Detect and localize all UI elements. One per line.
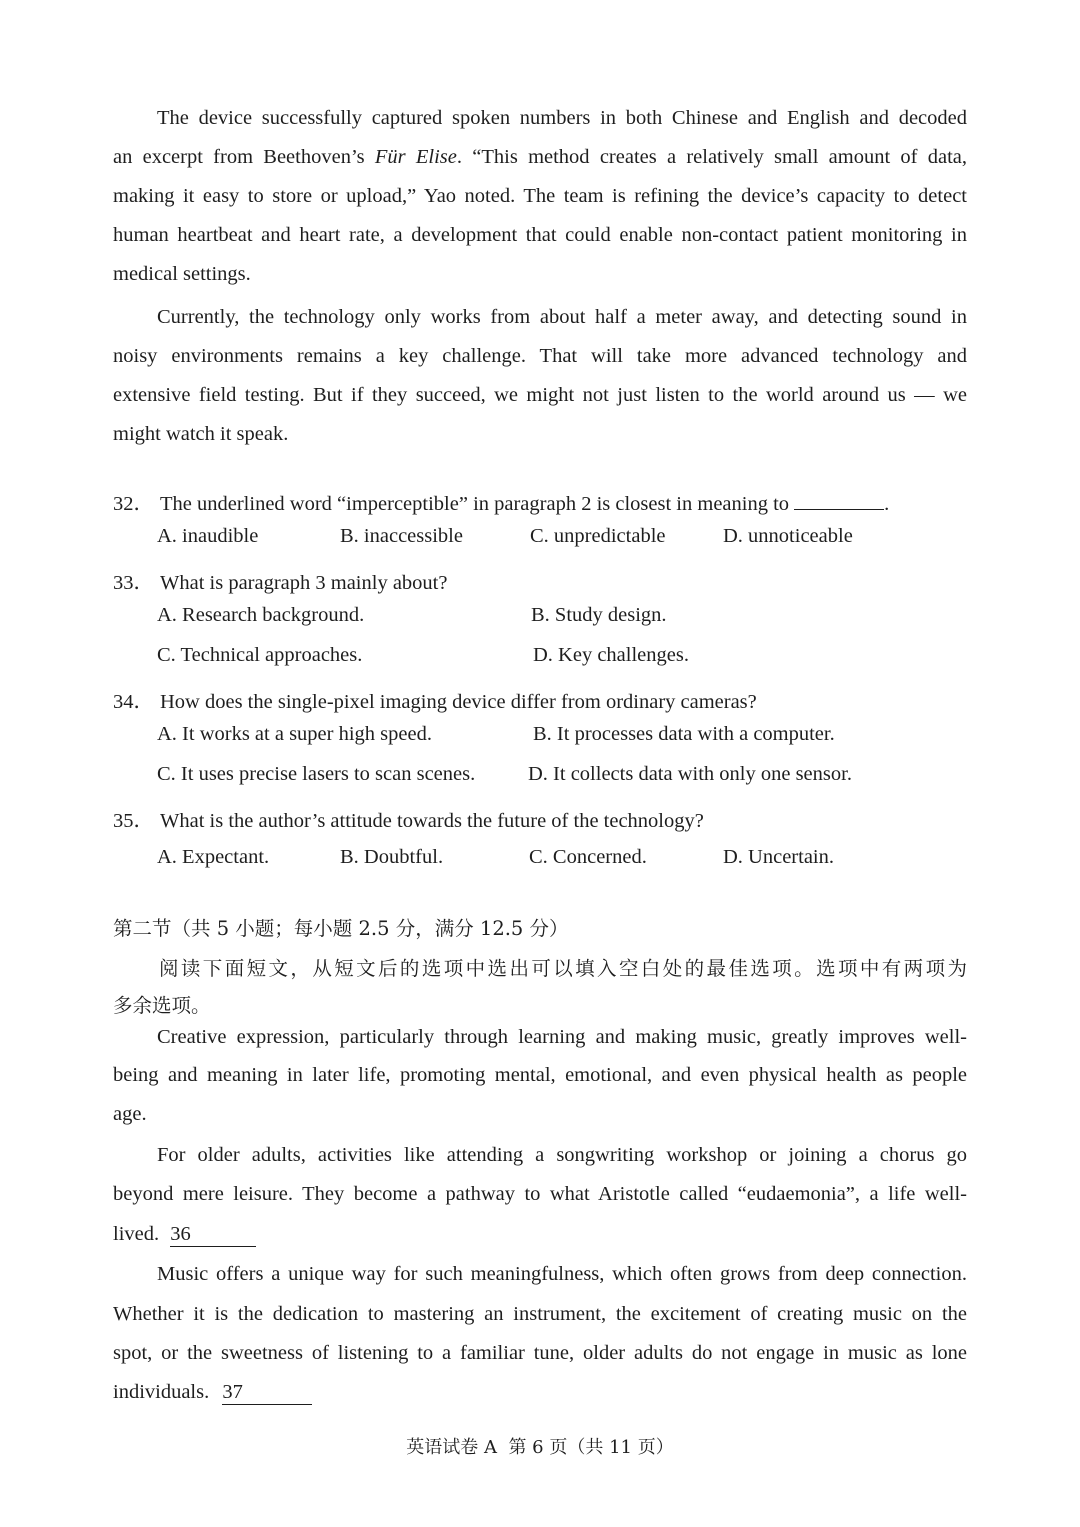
- song-title: Für Elise: [374, 146, 457, 168]
- question-34: [113, 684, 757, 714]
- text-line: might watch it speak.: [113, 423, 289, 445]
- text-line: Whether it is the dedication to mastering an instrument, the excitement of creating music on the: [113, 1303, 967, 1325]
- text-line: human heartbeat and heart rate, a development that could enable non-contact patient monitoring in: [113, 224, 967, 246]
- option-d[interactable]: D. Key challenges.: [533, 644, 689, 666]
- option-a[interactable]: A. Expectant.: [157, 846, 270, 868]
- question-32: 32． The underlined word “imperceptible” in paragraph 2 is closest in meaning to .: [113, 486, 889, 516]
- text-line: Creative expression, particularly through learning and making music, greatly improves well-: [157, 1026, 967, 1048]
- text-line: making it easy to store or upload,” Yao noted. The team is refining the device’s capacity to detect: [113, 185, 967, 207]
- text-line: The device successfully captured spoken numbers in both Chinese and English and decoded: [157, 107, 967, 129]
- text-line: age.: [113, 1103, 147, 1125]
- text-line: medical settings.: [113, 263, 251, 285]
- option-a[interactable]: A. Research background.: [157, 604, 365, 626]
- answer-blank[interactable]: [794, 495, 884, 510]
- question-number: 33．: [113, 572, 154, 594]
- option-c[interactable]: C. unpredictable: [530, 525, 666, 547]
- option-b[interactable]: B. Study design.: [531, 604, 667, 626]
- text-line: extensive field testing. But if they succeed, we might not just listen to the world around us — we: [113, 384, 967, 406]
- text-line: being and meaning in later life, promoting mental, emotional, and even physical health as people: [113, 1064, 967, 1086]
- option-d[interactable]: D. unnoticeable: [723, 525, 853, 547]
- question-number: 34．: [113, 691, 154, 713]
- option-c[interactable]: C. Technical approaches.: [157, 644, 363, 666]
- question-stem: How does the single-pixel imaging device differ from ordinary cameras?: [160, 691, 757, 713]
- option-b[interactable]: B. Doubtful.: [340, 846, 444, 868]
- question-number: 35．: [113, 810, 154, 832]
- text-line: an excerpt from Beethoven’s Für Elise. “This method creates a relatively small amount of data,: [113, 146, 967, 168]
- option-c[interactable]: C. It uses precise lasers to scan scenes.: [157, 763, 476, 785]
- option-a[interactable]: A. It works at a super high speed.: [157, 723, 432, 745]
- option-b[interactable]: B. It processes data with a computer.: [533, 723, 835, 745]
- text-line: 阅读下面短文，从短文后的选项中选出可以填入空白处的最佳选项。选项中有两项为: [159, 957, 967, 980]
- blank-37[interactable]: 37: [222, 1382, 312, 1405]
- question-number: 32．: [113, 493, 154, 515]
- text-line: For older adults, activities like attending a songwriting workshop or joining a chorus go: [157, 1144, 967, 1166]
- question-35: [113, 803, 704, 833]
- question-stem: What is the author’s attitude towards the future of the technology?: [160, 810, 704, 832]
- question-stem: What is paragraph 3 mainly about?: [160, 572, 448, 594]
- text-line: individuals. 37: [113, 1381, 967, 1405]
- question-33: [113, 565, 447, 595]
- option-b[interactable]: B. inaccessible: [340, 525, 463, 547]
- question-stem: The underlined word “imperceptible” in paragraph 2 is closest in meaning to: [160, 493, 790, 515]
- text-line: Music offers a unique way for such meaningfulness, which often grows from deep connection.: [157, 1263, 967, 1285]
- text-line: lived. 36: [113, 1223, 967, 1247]
- text-line: 多余选项。: [113, 994, 211, 1017]
- blank-36[interactable]: 36: [170, 1224, 256, 1247]
- text-line: Currently, the technology only works from about half a meter away, and detecting sound in: [157, 306, 967, 328]
- option-d[interactable]: D. It collects data with only one sensor.: [528, 763, 852, 785]
- option-c[interactable]: C. Concerned.: [529, 846, 647, 868]
- option-d[interactable]: D. Uncertain.: [723, 846, 834, 868]
- text-line: noisy environments remains a key challenge. That will take more advanced technology and: [113, 345, 967, 367]
- text-line: beyond mere leisure. They become a pathway to what Aristotle called “eudaemonia”, a life well-: [113, 1183, 967, 1205]
- option-a[interactable]: A. inaudible: [157, 525, 259, 547]
- page-footer: 英语试卷 A 第 6 页（共 11 页）: [406, 1437, 674, 1458]
- section-heading: 第二节（共 5 小题；每小题 2.5 分，满分 12.5 分）: [113, 917, 569, 940]
- text-line: spot, or the sweetness of listening to a familiar tune, older adults do not engage in music as lone: [113, 1342, 967, 1364]
